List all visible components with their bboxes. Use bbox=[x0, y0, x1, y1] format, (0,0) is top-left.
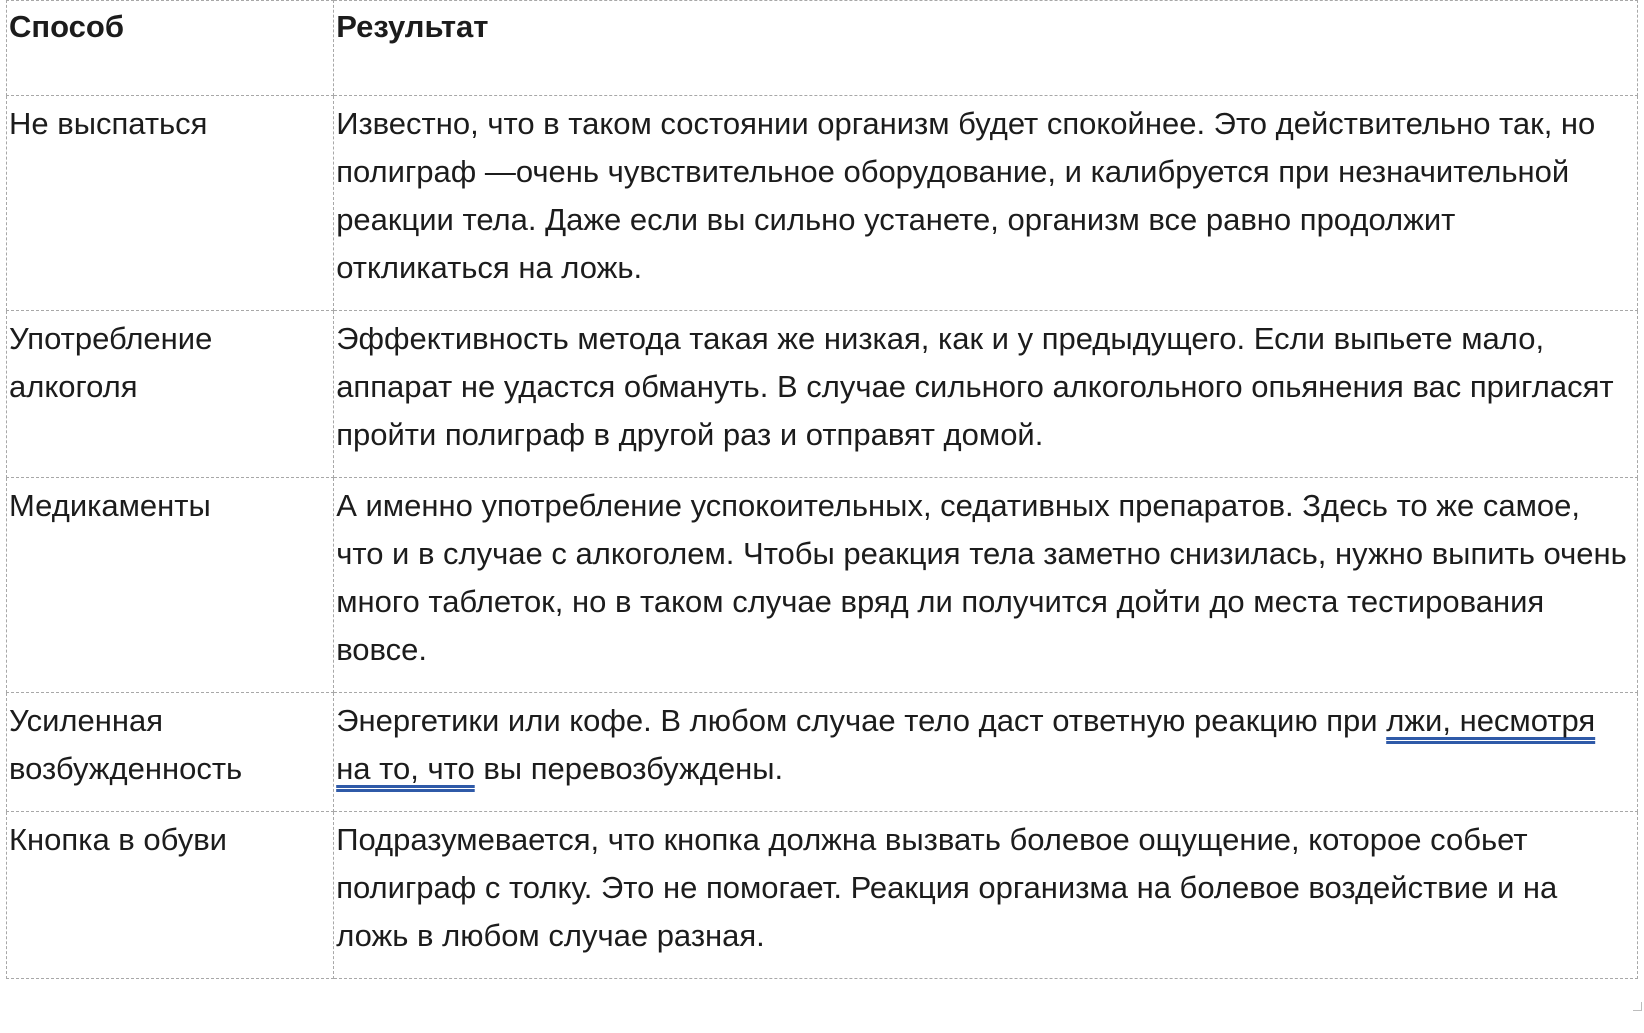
method-cell[interactable]: Не выспаться bbox=[7, 96, 334, 311]
table-row bbox=[7, 812, 1638, 979]
result-text-before: Энергетики или кофе. В любом случае тело даст ответную реакцию при bbox=[336, 703, 1387, 738]
method-cell[interactable]: Усиленная возбужденность bbox=[7, 693, 334, 812]
table-resize-handle[interactable] bbox=[1633, 1002, 1642, 1011]
table-row bbox=[7, 96, 1638, 311]
result-text-after: вы перевозбуждены. bbox=[474, 751, 784, 786]
header-result[interactable]: Результат bbox=[334, 1, 1638, 96]
result-cell[interactable]: Известно, что в таком состоянии организм будет спокойнее. Это действительно так, но полиграф —очень чувствительное оборудование, и калибруется при незначительной реакции тела. Даже если вы сильно устанете, организм все равно продолжит откликаться на ложь. bbox=[334, 96, 1638, 311]
table-row bbox=[7, 693, 1638, 812]
result-cell[interactable]: Эффективность метода такая же низкая, как и у предыдущего. Если выпьете мало, аппарат не удастся обмануть. В случае сильного алкогольного опьянения вас пригласят пройти полиграф в другой раз и отправят домой. bbox=[334, 311, 1638, 478]
table-row bbox=[7, 478, 1638, 693]
method-cell[interactable]: Медикаменты bbox=[7, 478, 334, 693]
result-cell[interactable]: Подразумевается, что кнопка должна вызвать болевое ощущение, которое собьет полиграф с толку. Это не помогает. Реакция организма на болевое воздействие и на ложь в любом случае разная. bbox=[334, 812, 1638, 979]
header-method[interactable]: Способ bbox=[7, 1, 334, 96]
result-cell[interactable]: А именно употребление успокоительных, седативных препаратов. Здесь то же самое, что и в случае с алкоголем. Чтобы реакция тела заметно снизилась, нужно выпить очень много таблеток, но в таком случае вряд ли получится дойти до места тестирования вовсе. bbox=[334, 478, 1638, 693]
result-cell[interactable] bbox=[334, 693, 1638, 812]
methods-table bbox=[6, 0, 1638, 979]
method-cell[interactable]: Кнопка в обуви bbox=[7, 812, 334, 979]
table-header-row bbox=[7, 1, 1638, 96]
spellcheck-marked-text[interactable]: лжи, несмотря на то, что bbox=[336, 703, 1596, 786]
table-row bbox=[7, 311, 1638, 478]
method-cell[interactable]: Употребление алкоголя bbox=[7, 311, 334, 478]
